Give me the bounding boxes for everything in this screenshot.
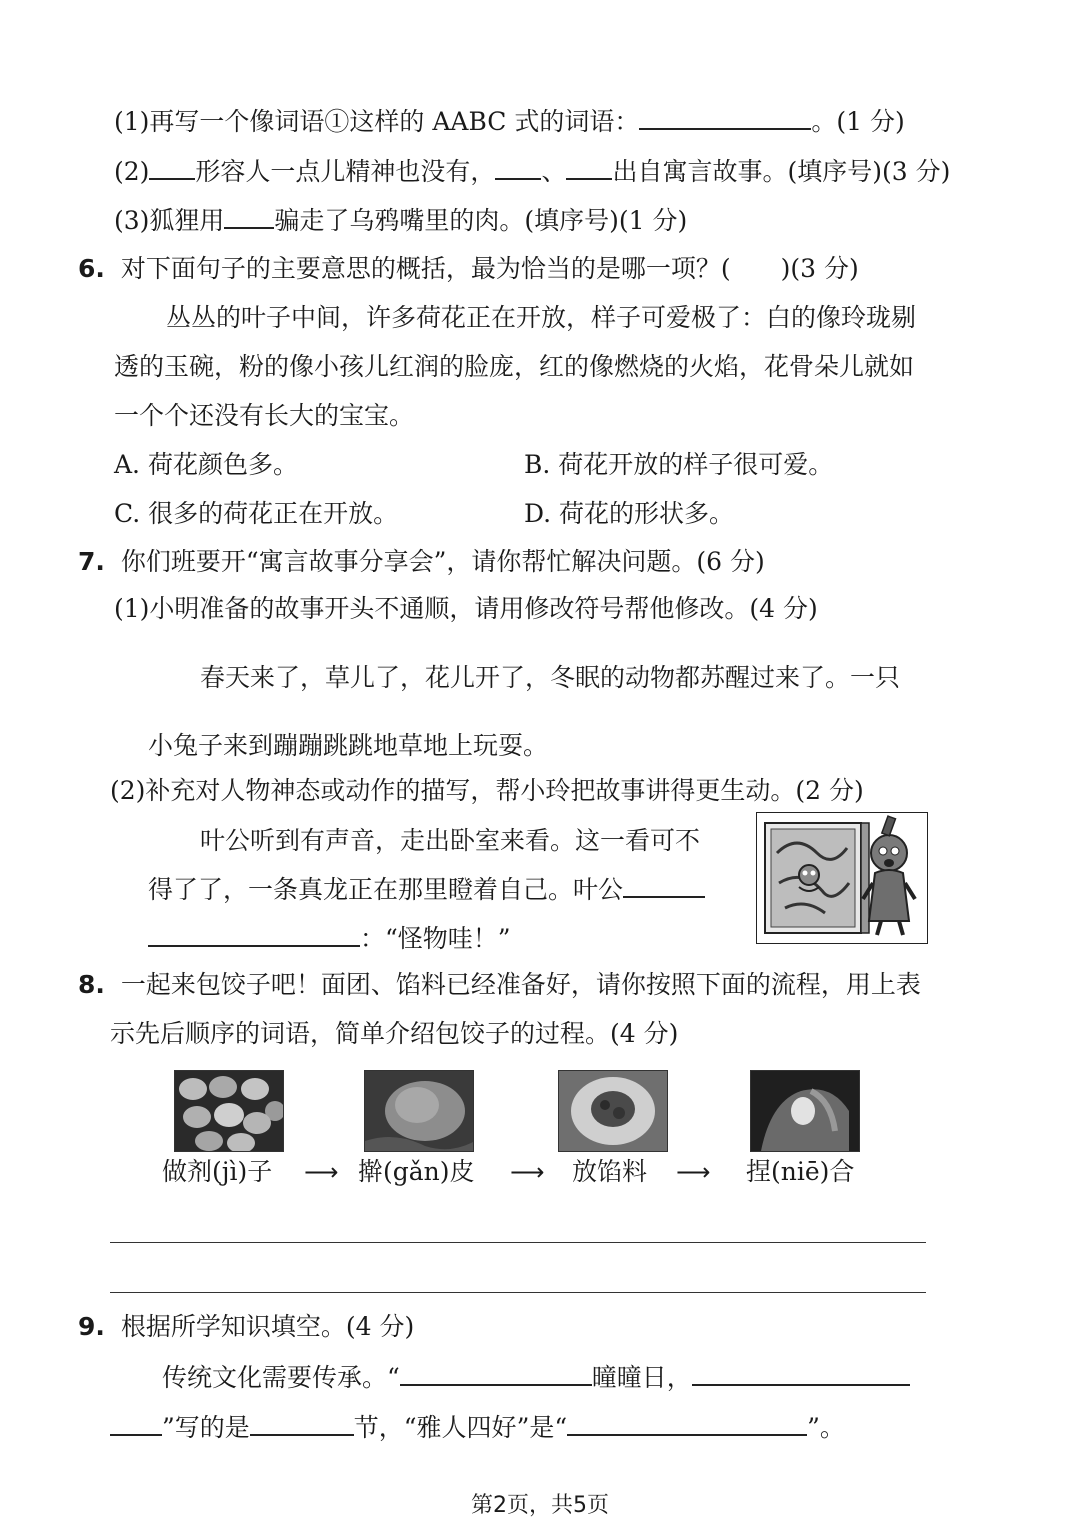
dragon-and-man-icon [757,813,927,943]
q6-passage-line: 丛丛的叶子中间，许多荷花正在开放，样子可爱极了：白的像玲珑剔 [166,303,917,332]
arrow-right-icon: ⟶ [304,1158,339,1186]
ye-gong-illustration [756,812,928,944]
q7-stem-text: 你们班要开“寓言故事分享会”，请你帮忙解决问题。(6 分) [120,547,765,576]
q7-story2-quote: ：“怪物哇！” [360,924,511,953]
answer-blank[interactable] [149,154,195,180]
q6-stem [78,252,859,286]
answer-blank[interactable] [566,154,612,180]
step-label: 放馅料 [572,1157,648,1186]
q9-line2-mid: 节，“雅人四好”是“ [353,1413,568,1442]
q5-sub3-text: 骗走了乌鸦嘴里的肉。(填序号)(1 分) [274,206,688,235]
question-number: 9. [78,1312,105,1341]
answer-line[interactable] [110,1242,926,1243]
step-label: 捏(niē)合 [746,1157,855,1186]
q5-sub1-text: (1)再写一个像词语①这样的 AABC 式的词语： [114,107,640,136]
answer-line[interactable] [110,1292,926,1293]
q9-line2-tail: ”。 [807,1413,845,1442]
answer-blank[interactable] [567,1410,807,1436]
answer-blank[interactable] [148,921,360,947]
question-number: 7. [78,547,105,576]
q6-option-d[interactable]: D. 荷花的形状多。 [524,499,735,528]
answer-blank[interactable] [250,1410,354,1436]
arrow-right-icon: ⟶ [510,1158,545,1186]
q7-story-line[interactable]: 小兔子来到蹦蹦跳跳地草地上玩耍。 [148,731,549,760]
dough-pieces-photo [174,1070,284,1152]
q8-stem-line1 [78,968,921,1002]
q5-sub2-label: (2) [114,157,150,186]
q9-line1 [162,1360,910,1395]
step-label: 做剂(jì)子 [162,1157,273,1186]
answer-blank[interactable] [110,1410,162,1436]
arrow-right-icon: ⟶ [676,1158,711,1186]
q7-story2-text: 得了了，一条真龙正在那里瞪着自己。叶公 [148,875,624,904]
q6-option-c[interactable]: C. 很多的荷花正在开放。 [114,499,399,528]
pinching-photo [750,1070,860,1152]
answer-blank[interactable] [692,1360,910,1386]
q9-stem [78,1310,414,1344]
page-footer: 第2页，共5页 [471,1493,609,1518]
q5-sub2-text: 形容人一点儿精神也没有， [195,157,496,186]
q6-option-a[interactable]: A. 荷花颜色多。 [114,450,298,479]
q5-sub1-score: 。(1 分) [811,107,905,136]
question-number: 8. [78,970,105,999]
q5-sub3 [114,203,687,238]
q6-stem-text: 对下面句子的主要意思的概括，最为恰当的是哪一项？( )(3 分) [120,254,859,283]
q5-sub3-label: (3)狐狸用 [114,206,225,235]
q5-sub1 [114,104,905,139]
q5-sub2 [114,154,950,189]
q6-passage-line: 透的玉碗，粉的像小孩儿红润的脸庞，红的像燃烧的火焰，花骨朵儿就如 [114,352,915,381]
q9-line2-text: ”写的是 [162,1413,250,1442]
q6-passage-line: 一个个还没有长大的宝宝。 [114,401,415,430]
answer-blank[interactable] [224,203,274,229]
answer-blank[interactable] [495,154,541,180]
q7-story-line[interactable]: 春天来了，草儿了，花儿开了，冬眠的动物都苏醒过来了。一只 [200,663,901,692]
q7-story2-line [148,872,705,907]
step-label: 擀(gǎn)皮 [358,1157,475,1186]
q5-sub2-tail: 出自寓言故事。(填序号)(3 分) [612,157,951,186]
q9-line1-text: 传统文化需要传承。“ [162,1363,400,1392]
answer-blank[interactable] [623,872,705,898]
question-number: 6. [78,254,105,283]
q7-stem [78,545,765,579]
q8-stem-text: 一起来包饺子吧！面团、馅料已经准备好，请你按照下面的流程，用上表 [120,970,921,999]
filling-photo [558,1070,668,1152]
rolled-wrapper-photo [364,1070,474,1152]
q7-story2-line [148,921,511,956]
q5-sub2-sep: 、 [541,157,567,186]
answer-blank[interactable] [400,1360,592,1386]
q7-sub1: (1)小明准备的故事开头不通顺，请用修改符号帮他修改。(4 分) [114,594,818,623]
answer-blank[interactable] [639,104,811,130]
q7-story2-line: 叶公听到有声音，走出卧室来看。这一看可不 [200,826,701,855]
q7-sub2: (2)补充对人物神态或动作的描写，帮小玲把故事讲得更生动。(2 分) [110,776,864,805]
q9-line1-mid: 曈曈日， [591,1363,692,1392]
q9-line2 [110,1410,845,1445]
q6-option-b[interactable]: B. 荷花开放的样子很可爱。 [524,450,834,479]
q8-stem-line2: 示先后顺序的词语，简单介绍包饺子的过程。(4 分) [110,1019,679,1048]
q9-stem-text: 根据所学知识填空。(4 分) [120,1312,415,1341]
